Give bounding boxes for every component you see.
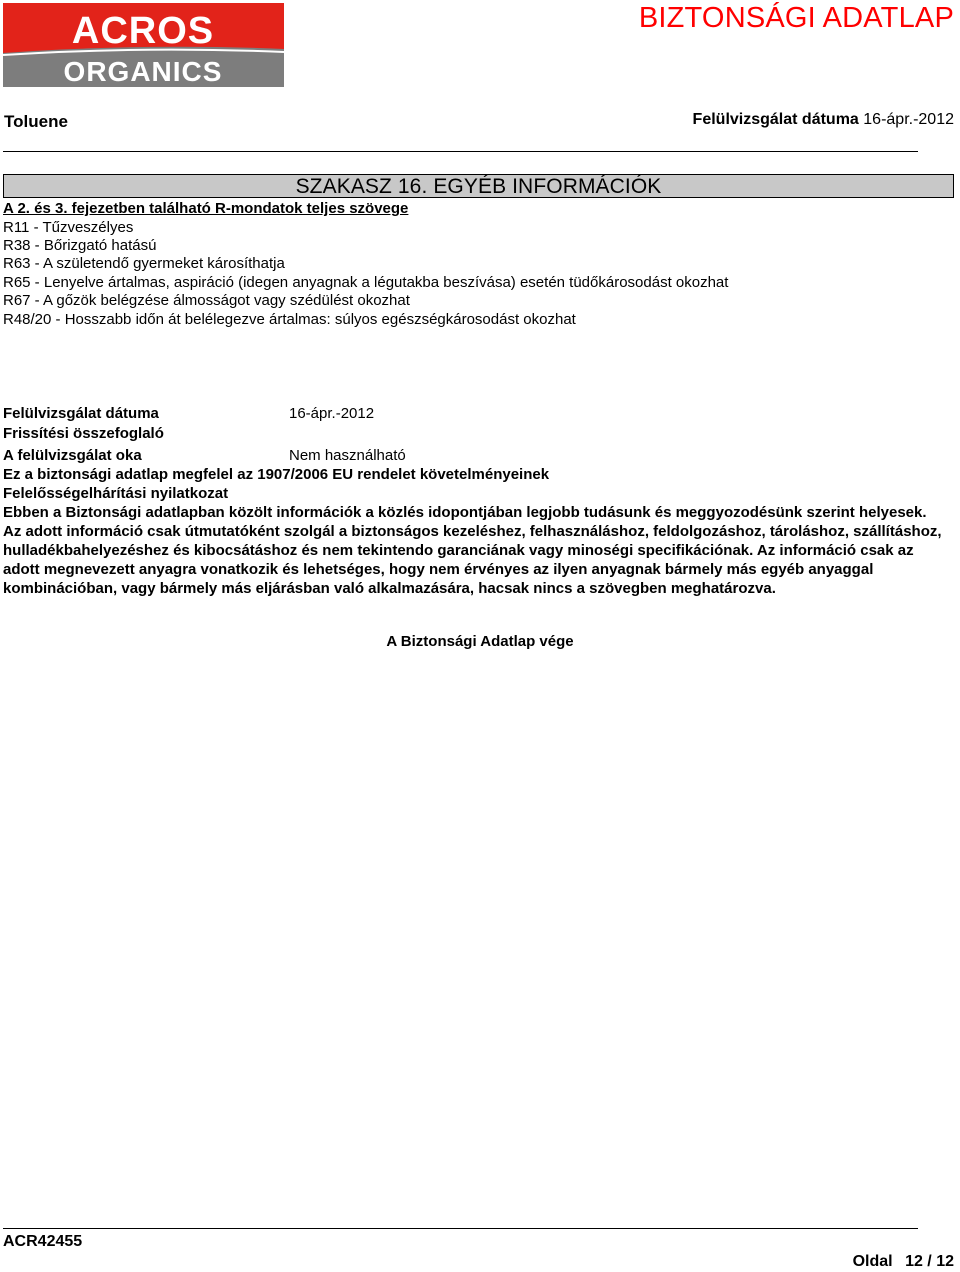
section-title: SZAKASZ 16. EGYÉB INFORMÁCIÓK — [3, 174, 954, 198]
svg-text:ORGANICS: ORGANICS — [63, 56, 223, 87]
acros-organics-logo — [3, 3, 284, 87]
document-title: BIZTONSÁGI ADATLAP — [638, 2, 954, 34]
r-phrase-item: R63 - A születendő gyermeket károsíthatja — [3, 255, 285, 272]
document-code: ACR42455 — [3, 1233, 83, 1250]
footer-divider — [3, 1228, 918, 1229]
revision-header — [693, 111, 954, 129]
revision-header-label: Felülvizsgálat dátuma — [692, 111, 859, 128]
revision-summary-label: Frissítési összefoglaló — [3, 425, 164, 442]
r-phrase-item: R11 - Tűzveszélyes — [3, 219, 134, 236]
end-of-sheet: A Biztonsági Adatlap vége — [386, 633, 574, 650]
r-phrase-item: R65 - Lenyelve ártalmas, aspiráció (idegen anyagnak a légutakba beszívása) esetén tüdőkárosodást okozhat — [3, 274, 729, 291]
revision-reason-value: Nem használható — [289, 447, 406, 464]
page-label: Oldal — [852, 1253, 893, 1270]
disclaimer-text: Ebben a Biztonsági adatlapban közölt információk a közlés idopontjában legjobb tudásunk és meggyozodésünk szerint helyesek. Az adott információ csak útmutatóként szolgál a biztonságos kezeléshez, felhasználáshoz, feldolgozáshoz, tároláshoz, szállításhoz, hulladékbahelyezéshez és kibocsátáshoz és nem tekintendo garanciának vagy minoségi specifikációnak. Az információ csak az adott megnevezett anyagra vonatkozik és lehetséges, hogy nem érvényes az ilyen anyagnak bármely más egyéb anyaggal kombinációban, vagy bármely más eljárásban való alkalmazására, hacsak nincs a szövegben meghatározva. — [3, 504, 942, 597]
r-phrases-heading: A 2. és 3. fejezetben található R-mondatok teljes szövege — [3, 200, 409, 217]
r-phrase-item: R38 - Bőrizgató hatású — [3, 237, 157, 254]
revision-reason-label: A felülvizsgálat oka — [3, 447, 142, 464]
page-number — [853, 1253, 954, 1271]
r-phrase-item: R48/20 - Hosszabb időn át belélegezve ártalmas: súlyos egészségkárosodást okozhat — [3, 311, 576, 328]
page-value: 12 / 12 — [905, 1253, 954, 1270]
logo-graphic — [3, 3, 284, 87]
compliance-statement: Ez a biztonsági adatlap megfelel az 1907/2006 EU rendelet követelményeinek — [3, 466, 550, 483]
revision-header-date: 16-ápr.-2012 — [863, 111, 954, 128]
header-divider — [3, 151, 918, 152]
product-name: Toluene — [4, 112, 68, 131]
svg-text:ACROS: ACROS — [71, 10, 215, 52]
disclaimer-label: Felelősségelhárítási nyilatkozat — [3, 485, 229, 502]
revision-date-value: 16-ápr.-2012 — [289, 405, 375, 422]
r-phrase-item: R67 - A gőzök belégzése álmosságot vagy szédülést okozhat — [3, 292, 410, 309]
revision-date-label: Felülvizsgálat dátuma — [3, 405, 159, 422]
